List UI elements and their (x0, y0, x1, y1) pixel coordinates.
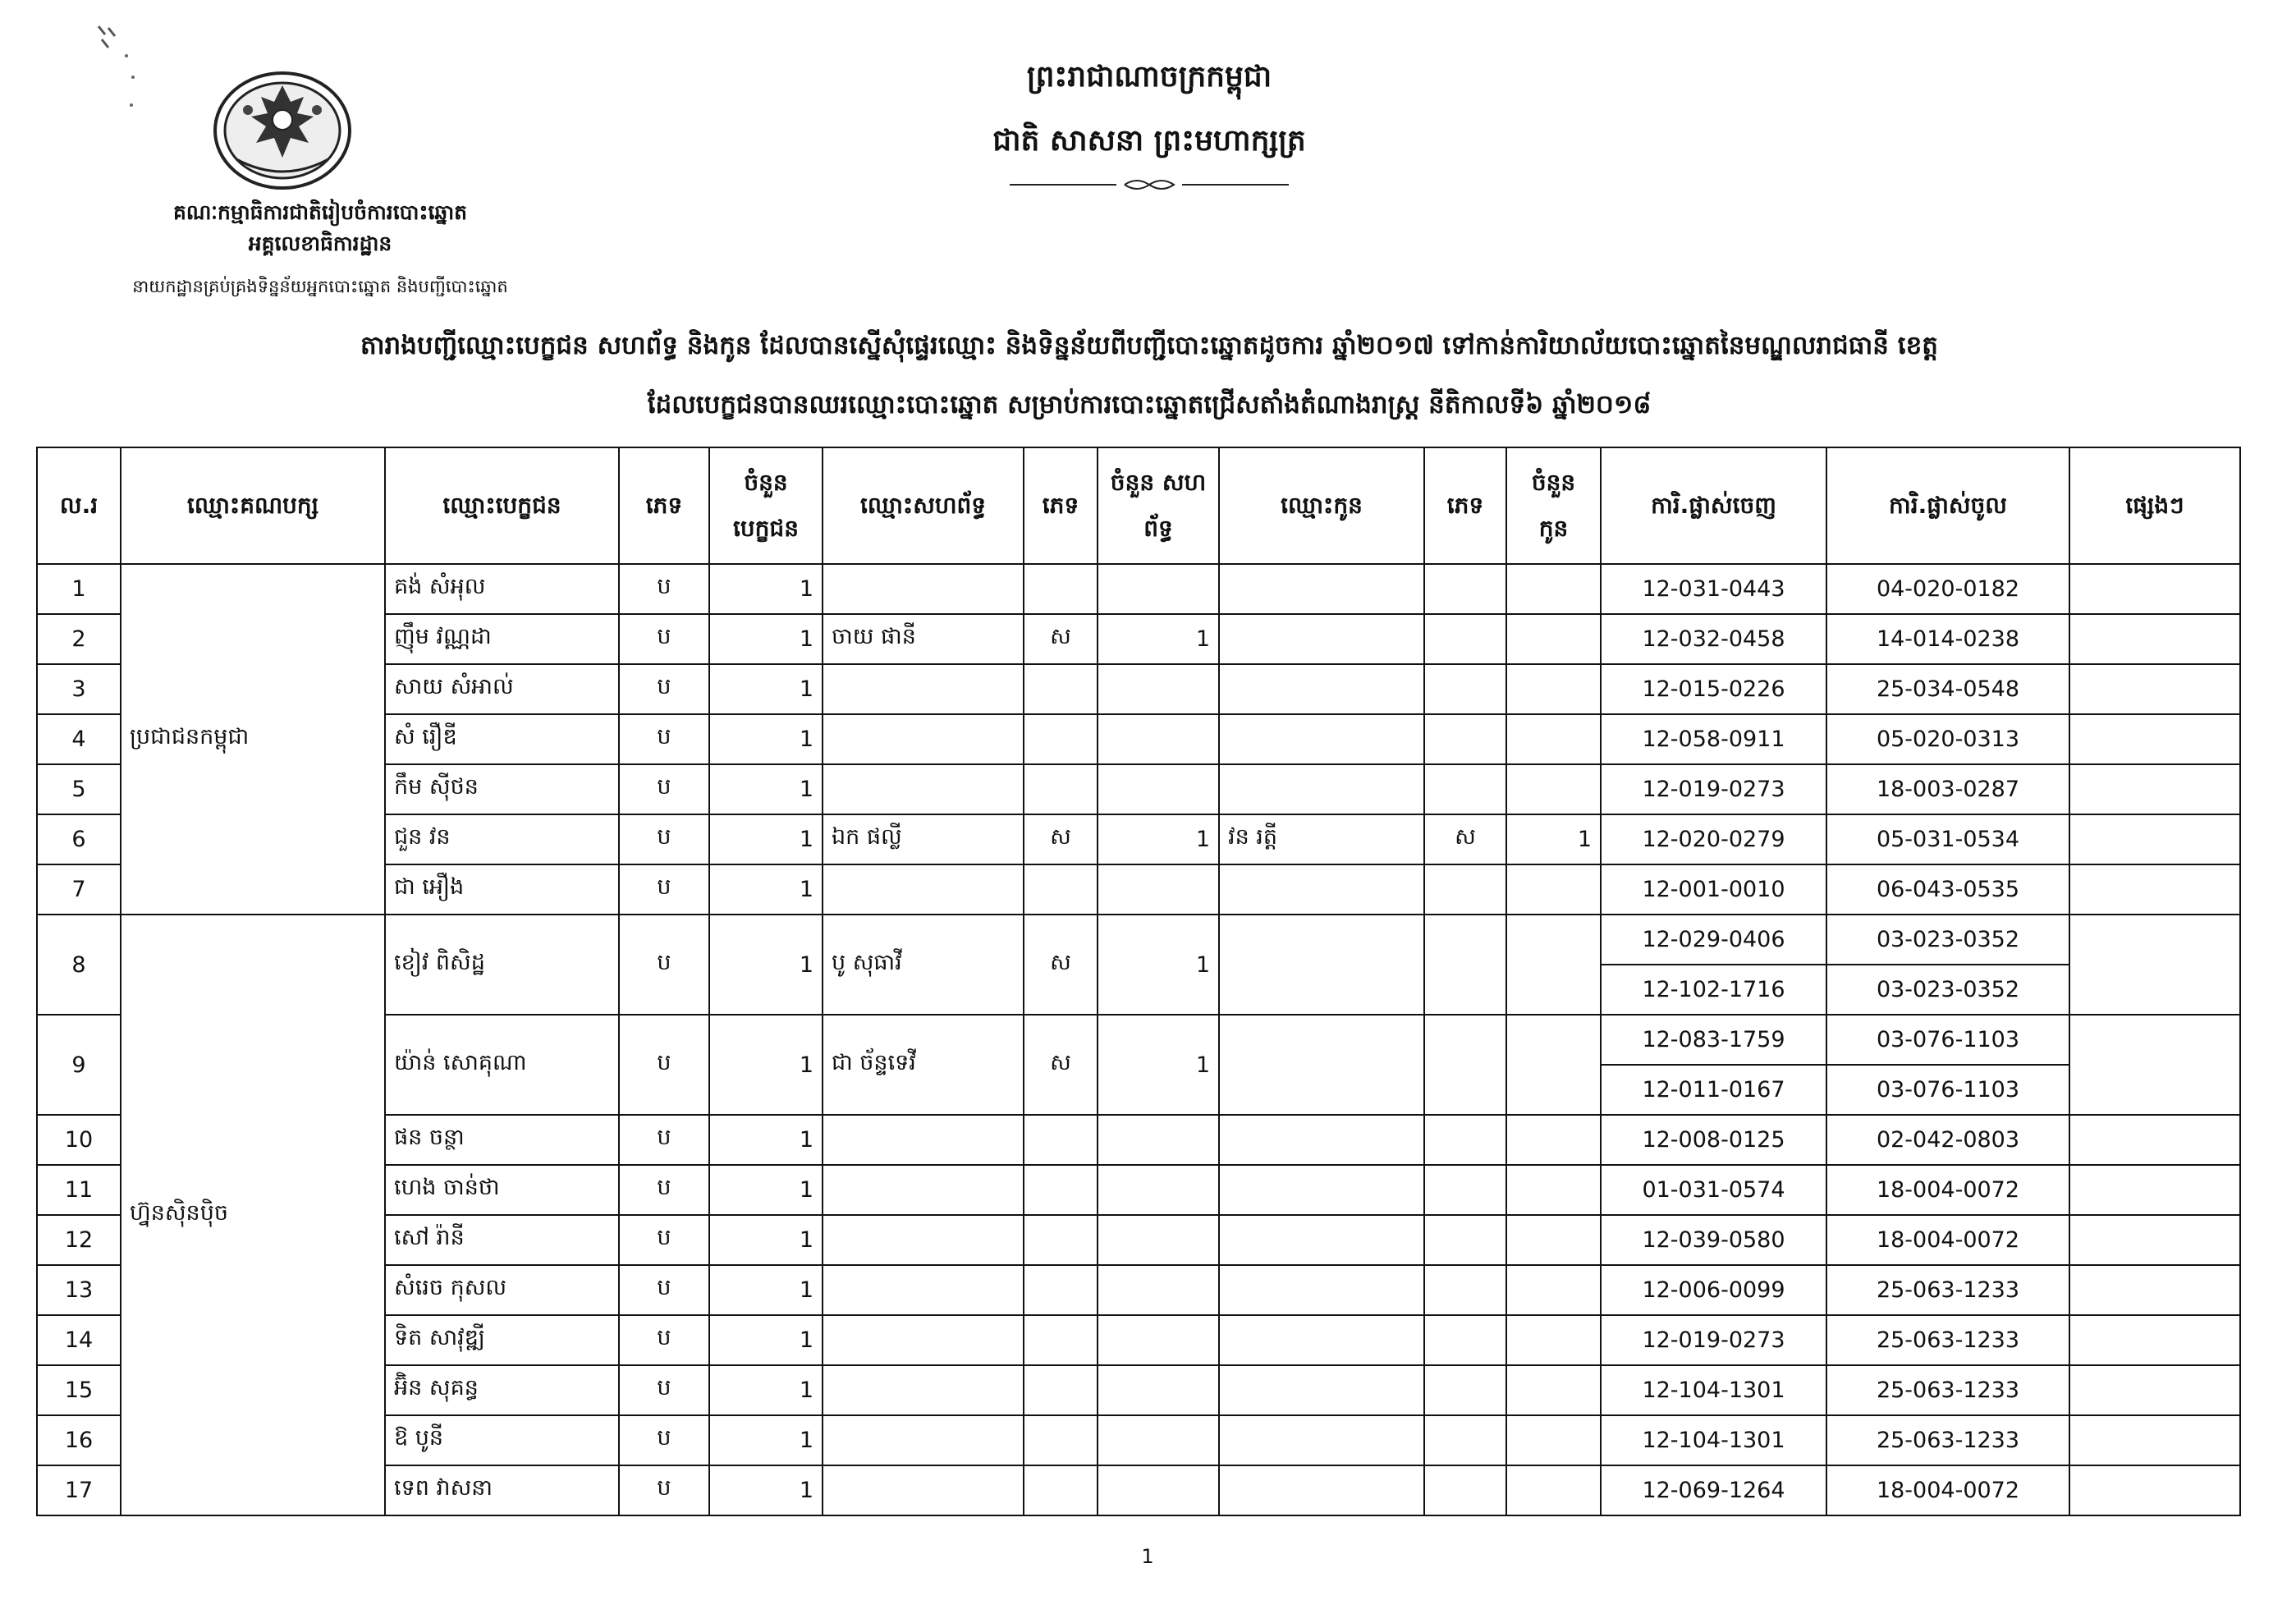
national-motto: ជាតិ សាសនា ព្រះមហាក្សត្រ (992, 123, 1306, 158)
header-no: ល.រ (37, 447, 121, 564)
child-sex: ស (1424, 814, 1506, 864)
candidate-name: យ៉ាន់ សោគុណា (385, 1015, 619, 1115)
spouse-count (1098, 764, 1219, 814)
child-count (1506, 714, 1601, 764)
spouse-name (823, 864, 1024, 915)
child-name (1219, 664, 1424, 714)
to-station: 14-014-0238 (1826, 614, 2069, 664)
child-name (1219, 1115, 1424, 1165)
other-note (2069, 864, 2240, 915)
child-count (1506, 915, 1601, 1015)
row-number: 14 (37, 1315, 121, 1365)
child-sex (1424, 1365, 1506, 1415)
child-sex (1424, 714, 1506, 764)
header-from-station: ការិ.ផ្លាស់ចេញ (1601, 447, 1826, 564)
to-station: 04-020-0182 (1826, 564, 2069, 614)
header-child-count: ចំនួន កូន (1506, 447, 1601, 564)
child-sex (1424, 1465, 1506, 1515)
other-note (2069, 1165, 2240, 1215)
candidate-name: ហេង ចាន់ថា (385, 1165, 619, 1215)
candidate-name: ជា អឿង (385, 864, 619, 915)
candidate-sex: ប (619, 1415, 709, 1465)
candidate-sex: ប (619, 1465, 709, 1515)
to-station: 02-042-0803 (1826, 1115, 2069, 1165)
from-station: 12-104-1301 (1601, 1415, 1826, 1465)
other-note (2069, 1265, 2240, 1315)
spouse-count: 1 (1098, 614, 1219, 664)
candidate-name: សំ រឿឌី (385, 714, 619, 764)
child-count (1506, 1265, 1601, 1315)
child-sex (1424, 764, 1506, 814)
party-name: ប្រជាជនកម្ពុជា (121, 564, 385, 915)
candidate-table (36, 447, 2241, 1516)
from-station: 12-104-1301 (1601, 1365, 1826, 1415)
candidate-sex: ប (619, 664, 709, 714)
spouse-count (1098, 1465, 1219, 1515)
child-name (1219, 564, 1424, 614)
candidate-count: 1 (709, 1015, 823, 1115)
candidate-count: 1 (709, 1165, 823, 1215)
child-count: 1 (1506, 814, 1601, 864)
document-title-line1: តារាងបញ្ជីឈ្មោះបេក្ខជន សហព័ទ្ធ និងកូន ដែលបានស្នើសុំផ្ទេរឈ្មោះ និងទិន្នន័យពីបញ្ជីបោះឆ្នោតដូចការ ឆ្នាំ២០១៧ ទៅកាន់ការិយាល័យបោះឆ្នោតនៃមណ្ឌលរាជធានី ខេត្ត (360, 331, 1938, 360)
candidate-sex: ប (619, 1365, 709, 1415)
child-name (1219, 1265, 1424, 1315)
candidate-count: 1 (709, 1215, 823, 1265)
row-number: 2 (37, 614, 121, 664)
child-sex (1424, 664, 1506, 714)
to-station: 25-063-1233 (1826, 1365, 2069, 1415)
candidate-count: 1 (709, 814, 823, 864)
to-station: 03-023-0352 (1826, 965, 2069, 1015)
page-number: 1 (1141, 1545, 1154, 1568)
child-name (1219, 1465, 1424, 1515)
candidate-sex: ប (619, 864, 709, 915)
candidate-sex: ប (619, 1015, 709, 1115)
candidate-name: គង់ សំអុល (385, 564, 619, 614)
from-station: 12-019-0273 (1601, 1315, 1826, 1365)
candidate-name: ផន ចន្ថា (385, 1115, 619, 1165)
child-name (1219, 864, 1424, 915)
candidate-name: សៅ រ៉ានី (385, 1215, 619, 1265)
spouse-name (823, 1165, 1024, 1215)
other-note (2069, 915, 2240, 1015)
spouse-sex (1024, 1465, 1098, 1515)
child-name (1219, 1015, 1424, 1115)
spouse-name (823, 1415, 1024, 1465)
other-note (2069, 1015, 2240, 1115)
candidate-sex: ប (619, 564, 709, 614)
candidate-name: ទិត សាវុឌ្ឍី (385, 1315, 619, 1365)
kingdom-title: ព្រះរាជាណាចក្រកម្ពុជា (1026, 59, 1272, 94)
spouse-sex (1024, 1365, 1098, 1415)
other-note (2069, 814, 2240, 864)
to-station: 18-003-0287 (1826, 764, 2069, 814)
child-name: វន រត្តី (1219, 814, 1424, 864)
spouse-sex (1024, 1315, 1098, 1365)
table-row (37, 564, 2240, 614)
spouse-sex (1024, 564, 1098, 614)
candidate-name: ជួន វន (385, 814, 619, 864)
spouse-count (1098, 1265, 1219, 1315)
header-child-sex: ភេទ (1424, 447, 1506, 564)
candidate-sex: ប (619, 1115, 709, 1165)
candidate-name: អ៊ិន សុគន្ធ (385, 1365, 619, 1415)
row-number: 6 (37, 814, 121, 864)
spouse-name (823, 1465, 1024, 1515)
spouse-sex: ស (1024, 1015, 1098, 1115)
spouse-sex (1024, 714, 1098, 764)
other-note (2069, 1465, 2240, 1515)
child-sex (1424, 1265, 1506, 1315)
child-sex (1424, 1115, 1506, 1165)
child-name (1219, 1415, 1424, 1465)
from-station: 12-029-0406 (1601, 915, 1826, 965)
child-name (1219, 1315, 1424, 1365)
other-note (2069, 714, 2240, 764)
child-sex (1424, 915, 1506, 1015)
spouse-name (823, 1265, 1024, 1315)
other-note (2069, 664, 2240, 714)
spouse-count (1098, 1215, 1219, 1265)
spouse-name (823, 714, 1024, 764)
row-number: 12 (37, 1215, 121, 1265)
other-note (2069, 1315, 2240, 1365)
candidate-name: ខៀវ ពិសិដ្ឋ (385, 915, 619, 1015)
to-station: 03-076-1103 (1826, 1065, 2069, 1115)
from-station: 01-031-0574 (1601, 1165, 1826, 1215)
spouse-count (1098, 1365, 1219, 1415)
candidate-count: 1 (709, 764, 823, 814)
org-secretariat: អគ្គលេខាធិការដ្ឋាន (248, 232, 392, 255)
child-name (1219, 1165, 1424, 1215)
row-number: 8 (37, 915, 121, 1015)
other-note (2069, 564, 2240, 614)
row-number: 4 (37, 714, 121, 764)
row-number: 9 (37, 1015, 121, 1115)
child-sex (1424, 1415, 1506, 1465)
row-number: 5 (37, 764, 121, 814)
spouse-count (1098, 1315, 1219, 1365)
spouse-count: 1 (1098, 915, 1219, 1015)
spouse-name (823, 1115, 1024, 1165)
to-station: 25-063-1233 (1826, 1315, 2069, 1365)
to-station: 18-004-0072 (1826, 1215, 2069, 1265)
child-name (1219, 714, 1424, 764)
from-station: 12-001-0010 (1601, 864, 1826, 915)
candidate-sex: ប (619, 714, 709, 764)
to-station: 25-063-1233 (1826, 1415, 2069, 1465)
other-note (2069, 1365, 2240, 1415)
header-candidate-count: ចំនួន បេក្ខជន (709, 447, 823, 564)
emblem-icon (212, 69, 353, 192)
child-name (1219, 764, 1424, 814)
spouse-name (823, 664, 1024, 714)
spouse-sex (1024, 1415, 1098, 1465)
candidate-count: 1 (709, 1365, 823, 1415)
child-sex (1424, 864, 1506, 915)
spouse-sex (1024, 864, 1098, 915)
to-station: 05-020-0313 (1826, 714, 2069, 764)
candidate-count: 1 (709, 1415, 823, 1465)
party-name: ហ្វ៊ុនស៊ិនប៉ិច (121, 915, 385, 1515)
candidate-count: 1 (709, 614, 823, 664)
child-count (1506, 1015, 1601, 1115)
org-name: គណៈកម្មាធិការជាតិរៀបចំការបោះឆ្នោត (172, 200, 468, 224)
header-to-station: ការិ.ផ្លាស់ចូល (1826, 447, 2069, 564)
document-title-line2: ដែលបេក្ខជនបានឈរឈ្មោះបោះឆ្នោត សម្រាប់ការបោះឆ្នោតជ្រើសតាំងតំណាងរាស្ត្រ នីតិកាលទី៦ ឆ្នាំ២០១៨ (647, 390, 1652, 420)
candidate-count: 1 (709, 864, 823, 915)
candidate-count: 1 (709, 714, 823, 764)
spouse-name: បូ សុធាវី (823, 915, 1024, 1015)
child-count (1506, 764, 1601, 814)
candidate-name: សំរេច កុសល (385, 1265, 619, 1315)
candidate-sex: ប (619, 915, 709, 1015)
child-count (1506, 664, 1601, 714)
from-station: 12-031-0443 (1601, 564, 1826, 614)
spouse-name: ចាយ ផានី (823, 614, 1024, 664)
spouse-sex (1024, 764, 1098, 814)
child-count (1506, 1465, 1601, 1515)
spouse-count (1098, 864, 1219, 915)
other-note (2069, 764, 2240, 814)
spouse-name (823, 1365, 1024, 1415)
child-count (1506, 1215, 1601, 1265)
child-sex (1424, 614, 1506, 664)
candidate-count: 1 (709, 1265, 823, 1315)
from-station: 12-020-0279 (1601, 814, 1826, 864)
child-count (1506, 1415, 1601, 1465)
from-station: 12-019-0273 (1601, 764, 1826, 814)
spouse-name (823, 1315, 1024, 1365)
spouse-count (1098, 714, 1219, 764)
from-station: 12-102-1716 (1601, 965, 1826, 1015)
candidate-name: សាយ សំអាល់ (385, 664, 619, 714)
table-row (37, 915, 2240, 965)
child-name (1219, 1365, 1424, 1415)
child-count (1506, 564, 1601, 614)
other-note (2069, 1415, 2240, 1465)
to-station: 25-063-1233 (1826, 1265, 2069, 1315)
row-number: 1 (37, 564, 121, 614)
child-count (1506, 864, 1601, 915)
spouse-count (1098, 1415, 1219, 1465)
from-station: 12-083-1759 (1601, 1015, 1826, 1065)
candidate-name: ញ៉ឹម វណ្ណដា (385, 614, 619, 664)
candidate-sex: ប (619, 1165, 709, 1215)
child-count (1506, 614, 1601, 664)
child-sex (1424, 564, 1506, 614)
candidate-count: 1 (709, 1465, 823, 1515)
header-sex: ភេទ (619, 447, 709, 564)
spouse-sex (1024, 1215, 1098, 1265)
to-station: 06-043-0535 (1826, 864, 2069, 915)
spouse-count (1098, 1165, 1219, 1215)
row-number: 7 (37, 864, 121, 915)
spouse-sex: ស (1024, 614, 1098, 664)
child-name (1219, 1215, 1424, 1265)
org-department: នាយកដ្ឋានគ្រប់គ្រងទិន្នន័យអ្នកបោះឆ្នោត និងបញ្ជីបោះឆ្នោត (132, 277, 508, 296)
scan-mark (90, 23, 140, 113)
spouse-name: ឯក ផល្លី (823, 814, 1024, 864)
spouse-name: ជា ច័ន្ទទេវី (823, 1015, 1024, 1115)
candidate-sex: ប (619, 1215, 709, 1265)
to-station: 18-004-0072 (1826, 1165, 2069, 1215)
header-candidate: ឈ្មោះបេក្ខជន (385, 447, 619, 564)
header-party: ឈ្មោះគណបក្ស (121, 447, 385, 564)
child-count (1506, 1315, 1601, 1365)
from-station: 12-008-0125 (1601, 1115, 1826, 1165)
child-name (1219, 614, 1424, 664)
candidate-name: កឹម ស៊ីថន (385, 764, 619, 814)
candidate-count: 1 (709, 564, 823, 614)
header-spouse: ឈ្មោះសហព័ទ្ធ (823, 447, 1024, 564)
from-station: 12-058-0911 (1601, 714, 1826, 764)
child-count (1506, 1165, 1601, 1215)
spouse-count: 1 (1098, 814, 1219, 864)
candidate-sex: ប (619, 764, 709, 814)
from-station: 12-032-0458 (1601, 614, 1826, 664)
to-station: 03-023-0352 (1826, 915, 2069, 965)
child-sex (1424, 1315, 1506, 1365)
header-child: ឈ្មោះកូន (1219, 447, 1424, 564)
spouse-sex (1024, 664, 1098, 714)
child-count (1506, 1365, 1601, 1415)
row-number: 13 (37, 1265, 121, 1315)
child-name (1219, 915, 1424, 1015)
row-number: 17 (37, 1465, 121, 1515)
to-station: 03-076-1103 (1826, 1015, 2069, 1065)
to-station: 18-004-0072 (1826, 1465, 2069, 1515)
spouse-name (823, 764, 1024, 814)
from-station: 12-039-0580 (1601, 1215, 1826, 1265)
header-spouse-count: ចំនួន សហព័ទ្ធ (1098, 447, 1219, 564)
candidate-count: 1 (709, 1115, 823, 1165)
other-note (2069, 614, 2240, 664)
row-number: 15 (37, 1365, 121, 1415)
from-station: 12-069-1264 (1601, 1465, 1826, 1515)
candidate-count: 1 (709, 664, 823, 714)
spouse-count (1098, 664, 1219, 714)
spouse-count (1098, 1115, 1219, 1165)
from-station: 12-011-0167 (1601, 1065, 1826, 1115)
from-station: 12-006-0099 (1601, 1265, 1826, 1315)
ornament-divider (1010, 177, 1289, 193)
header-spouse-sex: ភេទ (1024, 447, 1098, 564)
candidate-sex: ប (619, 1265, 709, 1315)
to-station: 05-031-0534 (1826, 814, 2069, 864)
child-sex (1424, 1165, 1506, 1215)
from-station: 12-015-0226 (1601, 664, 1826, 714)
child-sex (1424, 1215, 1506, 1265)
candidate-sex: ប (619, 1315, 709, 1365)
spouse-sex (1024, 1265, 1098, 1315)
row-number: 3 (37, 664, 121, 714)
spouse-sex (1024, 1165, 1098, 1215)
candidate-sex: ប (619, 614, 709, 664)
spouse-name (823, 564, 1024, 614)
row-number: 10 (37, 1115, 121, 1165)
table-header-row (37, 447, 2240, 564)
child-count (1506, 1115, 1601, 1165)
other-note (2069, 1215, 2240, 1265)
spouse-sex: ស (1024, 814, 1098, 864)
candidate-name: ឱ បូនី (385, 1415, 619, 1465)
candidate-count: 1 (709, 1315, 823, 1365)
other-note (2069, 1115, 2240, 1165)
spouse-count (1098, 564, 1219, 614)
to-station: 25-034-0548 (1826, 664, 2069, 714)
candidate-sex: ប (619, 814, 709, 864)
candidate-name: ទេព វាសនា (385, 1465, 619, 1515)
candidate-count: 1 (709, 915, 823, 1015)
spouse-count: 1 (1098, 1015, 1219, 1115)
row-number: 16 (37, 1415, 121, 1465)
spouse-name (823, 1215, 1024, 1265)
spouse-sex (1024, 1115, 1098, 1165)
spouse-sex: ស (1024, 915, 1098, 1015)
child-sex (1424, 1015, 1506, 1115)
header-other: ផ្សេងៗ (2069, 447, 2240, 564)
row-number: 11 (37, 1165, 121, 1215)
